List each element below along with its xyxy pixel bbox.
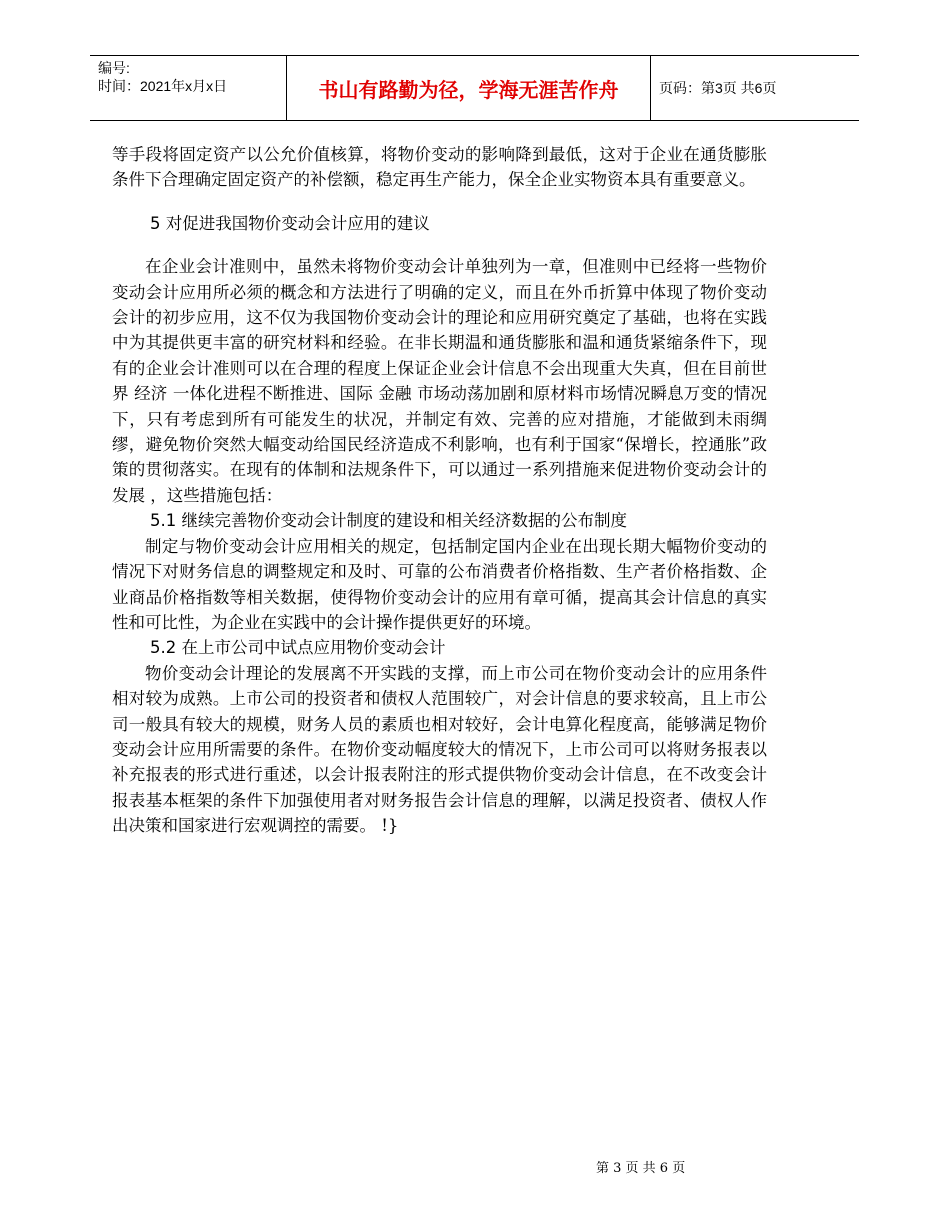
section-5-paragraph: 在企业会计准则中，虽然未将物价变动会计单独列为一章，但准则中已经将一些物价变动会计应用所必须的概念和方法进行了明确的定义，而且在外币折算中体现了物价变动会计的初步应用，这不仅为我国物价变动会计的理论和应用研究奠定了基础，也将在实践中为其提供更丰富的研究材料和经验。在非长期温和通货膨胀和温和通货紧缩条件下，现有的企业会计准则可以在合理的程度上保证企业会计信息不会出现重大失真，但在目前世界 经济 一体化进程不断推进、国际 金融 市场动荡加剧和原材料市场情况瞬息万变的情况下，只有考虑到所有可能发生的状况，并制定有效、完善的应对措施，才能做到未雨绸缪，避免物价突然大幅变动给国民经济造成不利影响，也有利于国家“保增长，控通胀”政策的贯彻落实。在现有的体制和法规条件下，可以通过一系列措施来促进物价变动会计的 发展 ，这些措施包括：	[112, 257, 767, 505]
header-motto: 书山有路勤为径，学海无涯苦作舟	[287, 56, 651, 120]
intro-paragraph: 等手段将固定资产以公允价值核算，将物价变动的影响降到最低，这对于企业在通货膨胀条件下合理确定固定资产的补偿额，稳定再生产能力，保全企业实物资本具有重要意义。	[112, 145, 767, 190]
time-label: 时间：2021年x月x日	[98, 78, 228, 94]
subsection-5-2-paragraph: 物价变动会计理论的发展离不开实践的支撑，而上市公司在物价变动会计的应用条件相对较为成熟。上市公司的投资者和债权人范围较广，对会计信息的要求较高，且上市公司一般具有较大的规模，财务人员的素质也相对较好，会计电算化程度高，能够满足物价变动会计应用所需要的条件。在物价变动幅度较大的情况下，上市公司可以将财务报表以补充报表的形式进行重述，以会计报表附注的形式提供物价变动会计信息，在不改变会计报表基本框架的条件下加强使用者对财务报告会计信息的理解，以满足投资者、债权人作出决策和国家进行宏观调控的需要。 !}	[112, 663, 767, 836]
subsection-5-1-paragraph: 制定与物价变动会计应用相关的规定，包括制定国内企业在出现长期大幅物价变动的情况下对财务信息的调整规定和及时、可靠的公布消费者价格指数、生产者价格指数、企业商品价格指数等相关数据，使得物价变动会计的应用有章可循，提高其会计信息的真实性和可比性，为企业在实践中的会计操作提供更好的环境。	[112, 536, 767, 632]
subsection-5-2-title: 5.2 在上市公司中试点应用物价变动会计	[150, 638, 446, 658]
header-page-info: 页码：第3页 共6页	[659, 80, 777, 96]
number-label: 编号:	[98, 60, 130, 76]
section-5-title: 5 对促进我国物价变动会计应用的建议	[150, 213, 430, 233]
subsection-5-1-title: 5.1 继续完善物价变动会计制度的建设和相关经济数据的公布制度	[150, 511, 627, 531]
header-meta	[90, 56, 287, 120]
page-header	[90, 55, 859, 121]
document-body	[112, 142, 767, 839]
page-footer: 第 3 页 共 6 页	[596, 1161, 686, 1176]
